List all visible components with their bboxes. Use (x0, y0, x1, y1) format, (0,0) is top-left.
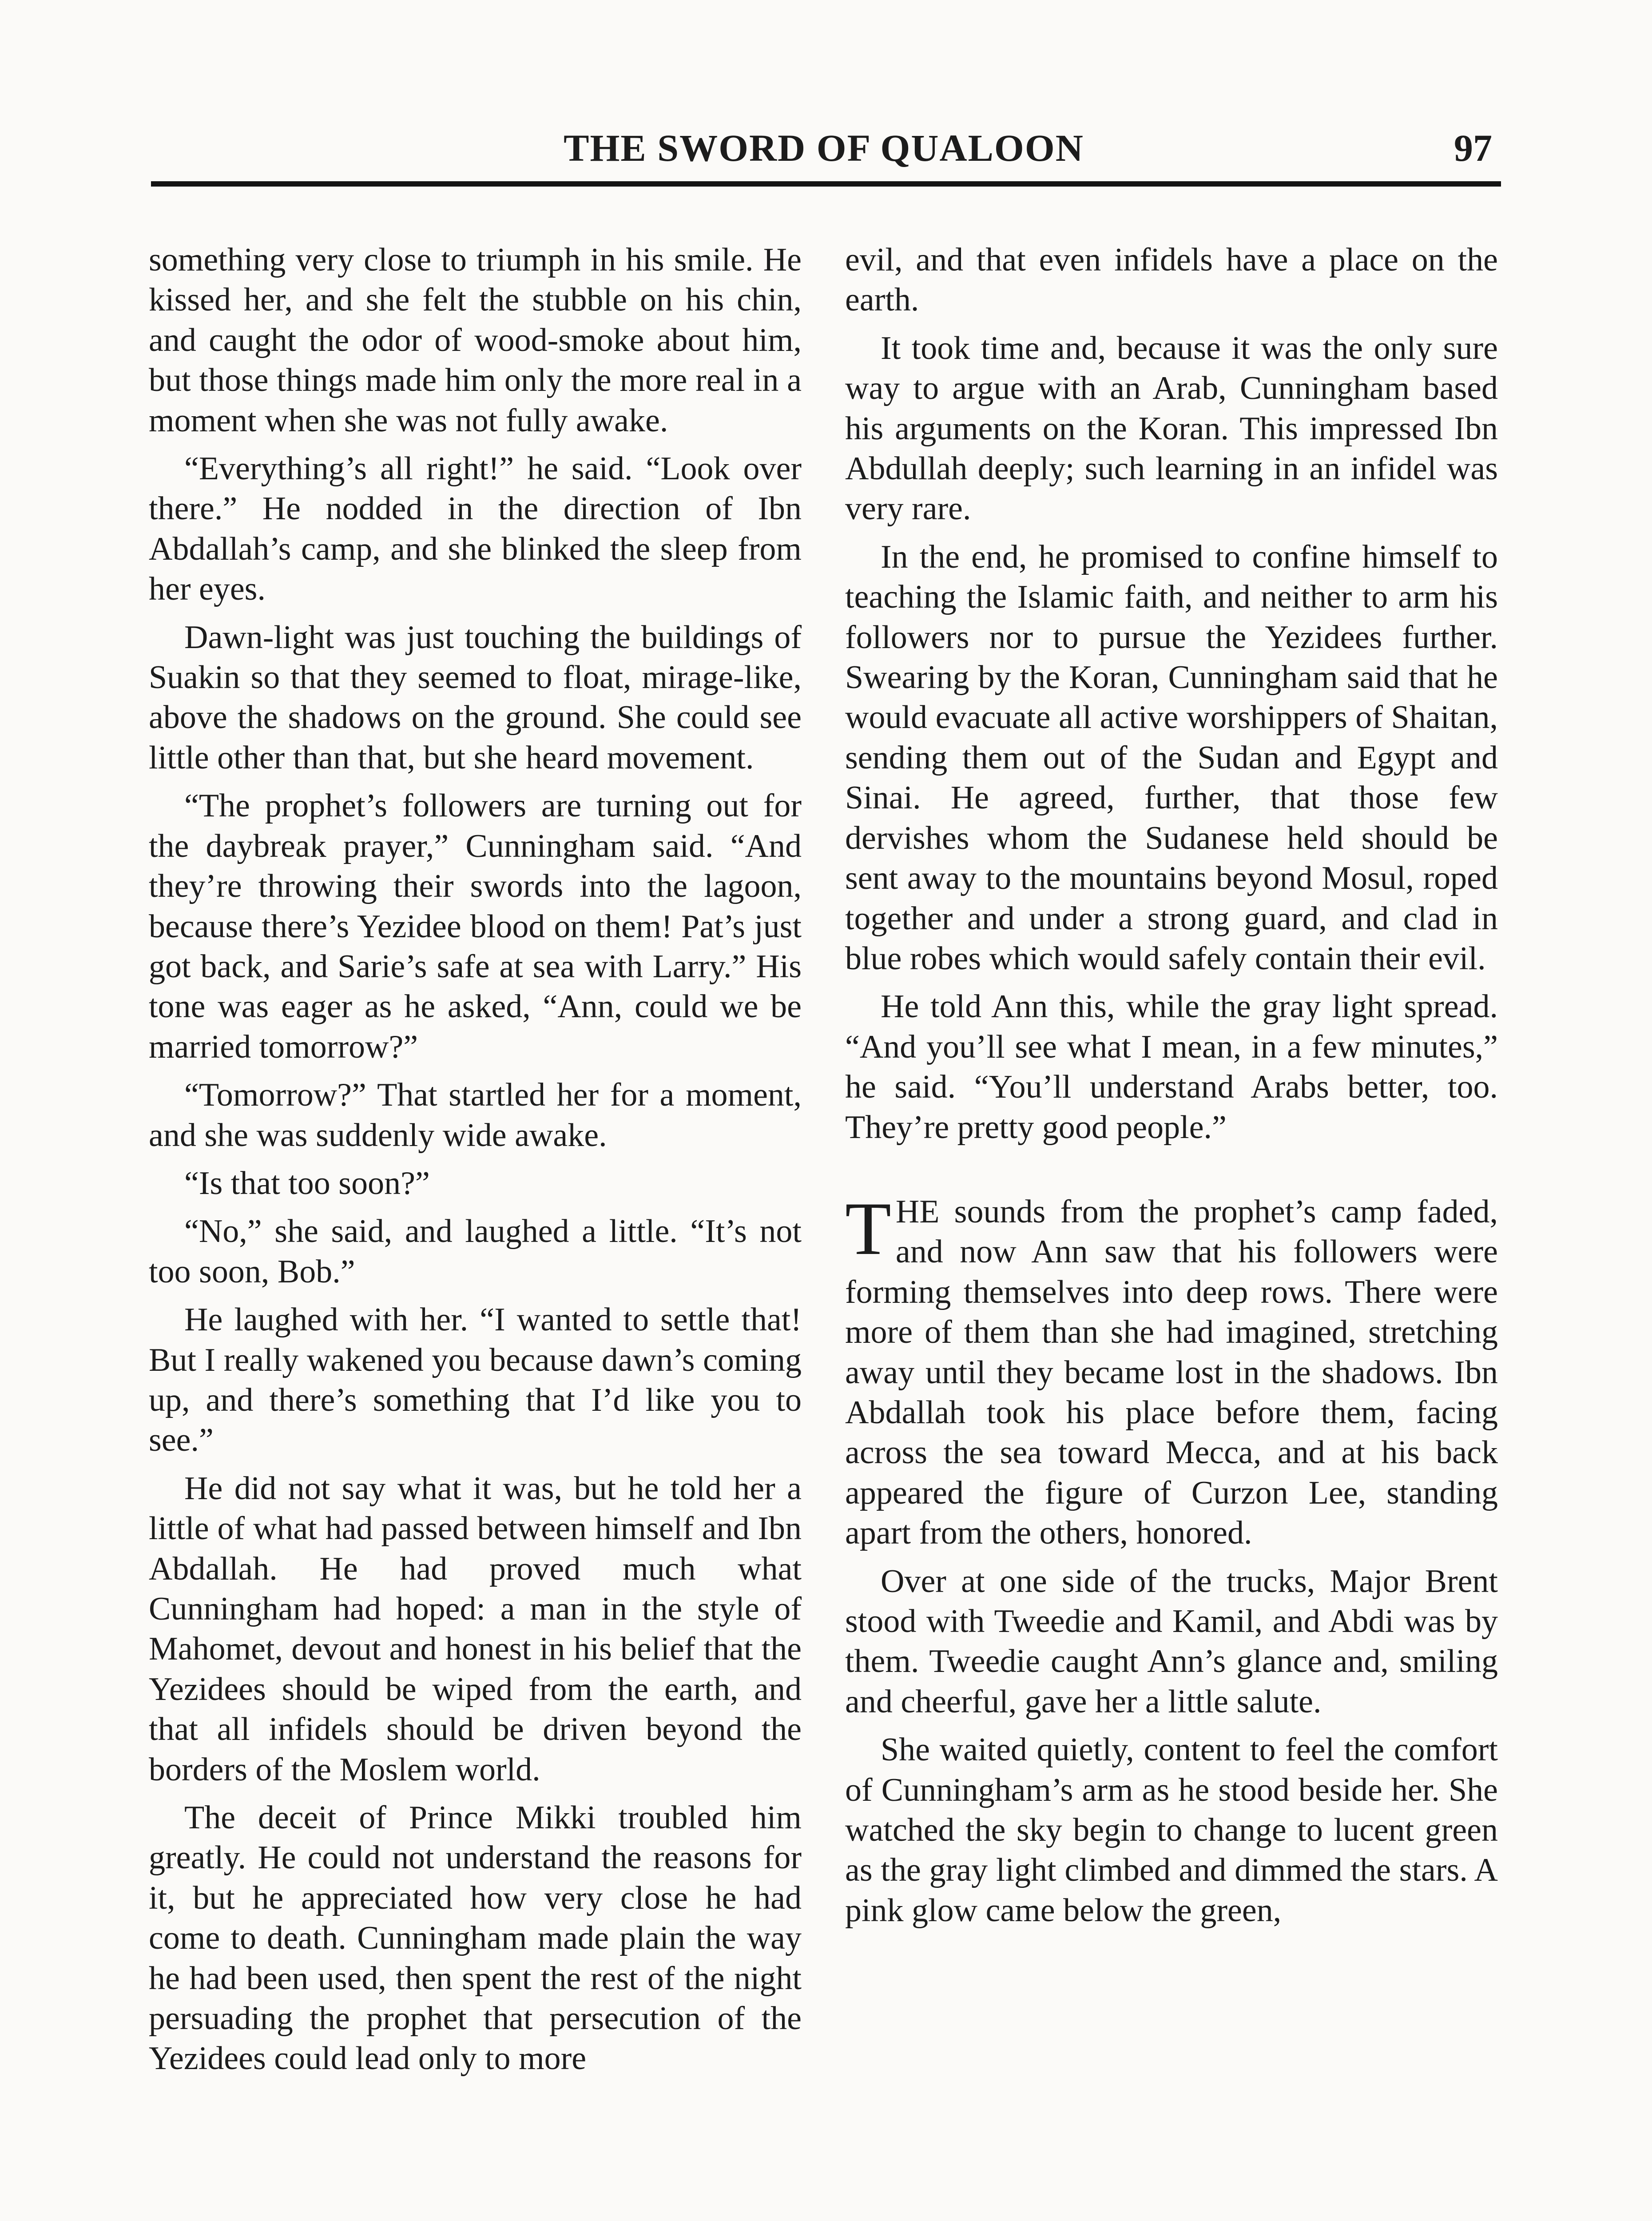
paragraph: The deceit of Prince Mikki troubled him greatly. He could not understand the reasons for it, but he appreciated how very close he had come to death. Cunningham made plain the way he had been used, then spent the rest of the night persuading the prophet that persecution of the Yezidees could lead only to more (149, 1799, 802, 2077)
paragraph: It took time and, because it was the only sure way to argue with an Arab, Cunningham based his arguments on the Koran. This impressed Ibn Abdullah deeply; such learning in an infidel was very rare. (845, 330, 1498, 527)
running-header (151, 122, 1497, 175)
paragraph: “The prophet’s followers are turning out for the daybreak prayer,” Cunningham said. “And they’re throwing their swords into the lagoon, because there’s Yezidee blood on them! Pat’s just got back, and Sarie’s safe at sea with Larry.” His tone was eager as he asked, “Ann, could we be married tomorrow?” (149, 788, 802, 1065)
paragraph: He laughed with her. “I wanted to settle that! But I really wakened you because dawn’s coming up, and there’s something that I’d like you to see.” (149, 1302, 802, 1459)
left-column (149, 240, 802, 2087)
paragraph: She waited quietly, content to feel the comfort of Cunningham’s arm as he stood beside her. She watched the sky begin to change to lucent green as the gray light climbed and dimmed the stars. A pink glow came below the green, (845, 1731, 1498, 1929)
drop-cap: T (845, 1186, 891, 1270)
paragraph: He did not say what it was, but he told her a little of what had passed between himself and Ibn Abdallah. He had proved much what Cunningham had hoped: a man in the style of Mahomet, devout and honest in his belief that the Yezidees should be wiped from the earth, and that all infidels should be driven beyond the borders of the Moslem world. (149, 1470, 802, 1788)
paragraph-text: HE sounds from the prophet’s camp faded, and now Ann saw that his followers were forming themselves into deep rows. There were more of them than she had imagined, stretching away until they became lost in the shadows. Ibn Abdallah took his place before them, facing across the sea toward Mecca, and at his back appeared the figure of Curzon Lee, standing apart from the others, honored. (845, 1193, 1498, 1552)
section-start-paragraph (845, 1186, 1498, 1553)
paragraph: evil, and that even infidels have a place on the earth. (845, 242, 1498, 318)
paragraph: “Is that too soon?” (184, 1165, 430, 1202)
paragraph: something very close to triumph in his smile. He kissed her, and she felt the stubble on his chin, and caught the odor of wood-smoke about him, but those things made him only the more real in a moment when she was not fully awake. (149, 242, 802, 439)
paragraph: “No,” she said, and laughed a little. “It’s not too soon, Bob.” (149, 1213, 802, 1290)
paragraph: Dawn-light was just touching the buildings of Suakin so that they seemed to float, mirage-like, above the shadows on the ground. She could see little other than that, but she heard movement. (149, 619, 802, 776)
paragraph: In the end, he promised to confine himself to teaching the Islamic faith, and neither to arm his followers nor to pursue the Yezidees further. Swearing by the Koran, Cunningham said that he would evacuate all active worshippers of Shaitan, sending them out of the Sudan and Egypt and Sinai. He agreed, further, that those few dervishes whom the Sudanese held should be sent away to the mountains beyond Mosul, roped together and under a strong guard, and clad in blue robes which would safely contain their evil. (845, 538, 1498, 977)
running-title: THE SWORD OF QUALOON (564, 127, 1084, 169)
right-column (845, 240, 1498, 1938)
paragraph: He told Ann this, while the gray light spread. “And you’ll see what I mean, in a few minutes,” he said. “You’ll understand Arabs better, too. They’re pretty good people.” (845, 988, 1498, 1146)
paragraph: Over at one side of the trucks, Major Brent stood with Tweedie and Kamil, and Abdi was by them. Tweedie caught Ann’s glance and, smiling and cheerful, gave her a little salute. (845, 1563, 1498, 1720)
paragraph: “Everything’s all right!” he said. “Look over there.” He nodded in the direction of Ibn Abdallah’s camp, and she blinked the sleep from her eyes. (149, 450, 802, 608)
paragraph: “Tomorrow?” That startled her for a moment, and she was suddenly wide awake. (149, 1077, 802, 1154)
header-rule (151, 181, 1501, 187)
page-number: 97 (1454, 127, 1492, 169)
